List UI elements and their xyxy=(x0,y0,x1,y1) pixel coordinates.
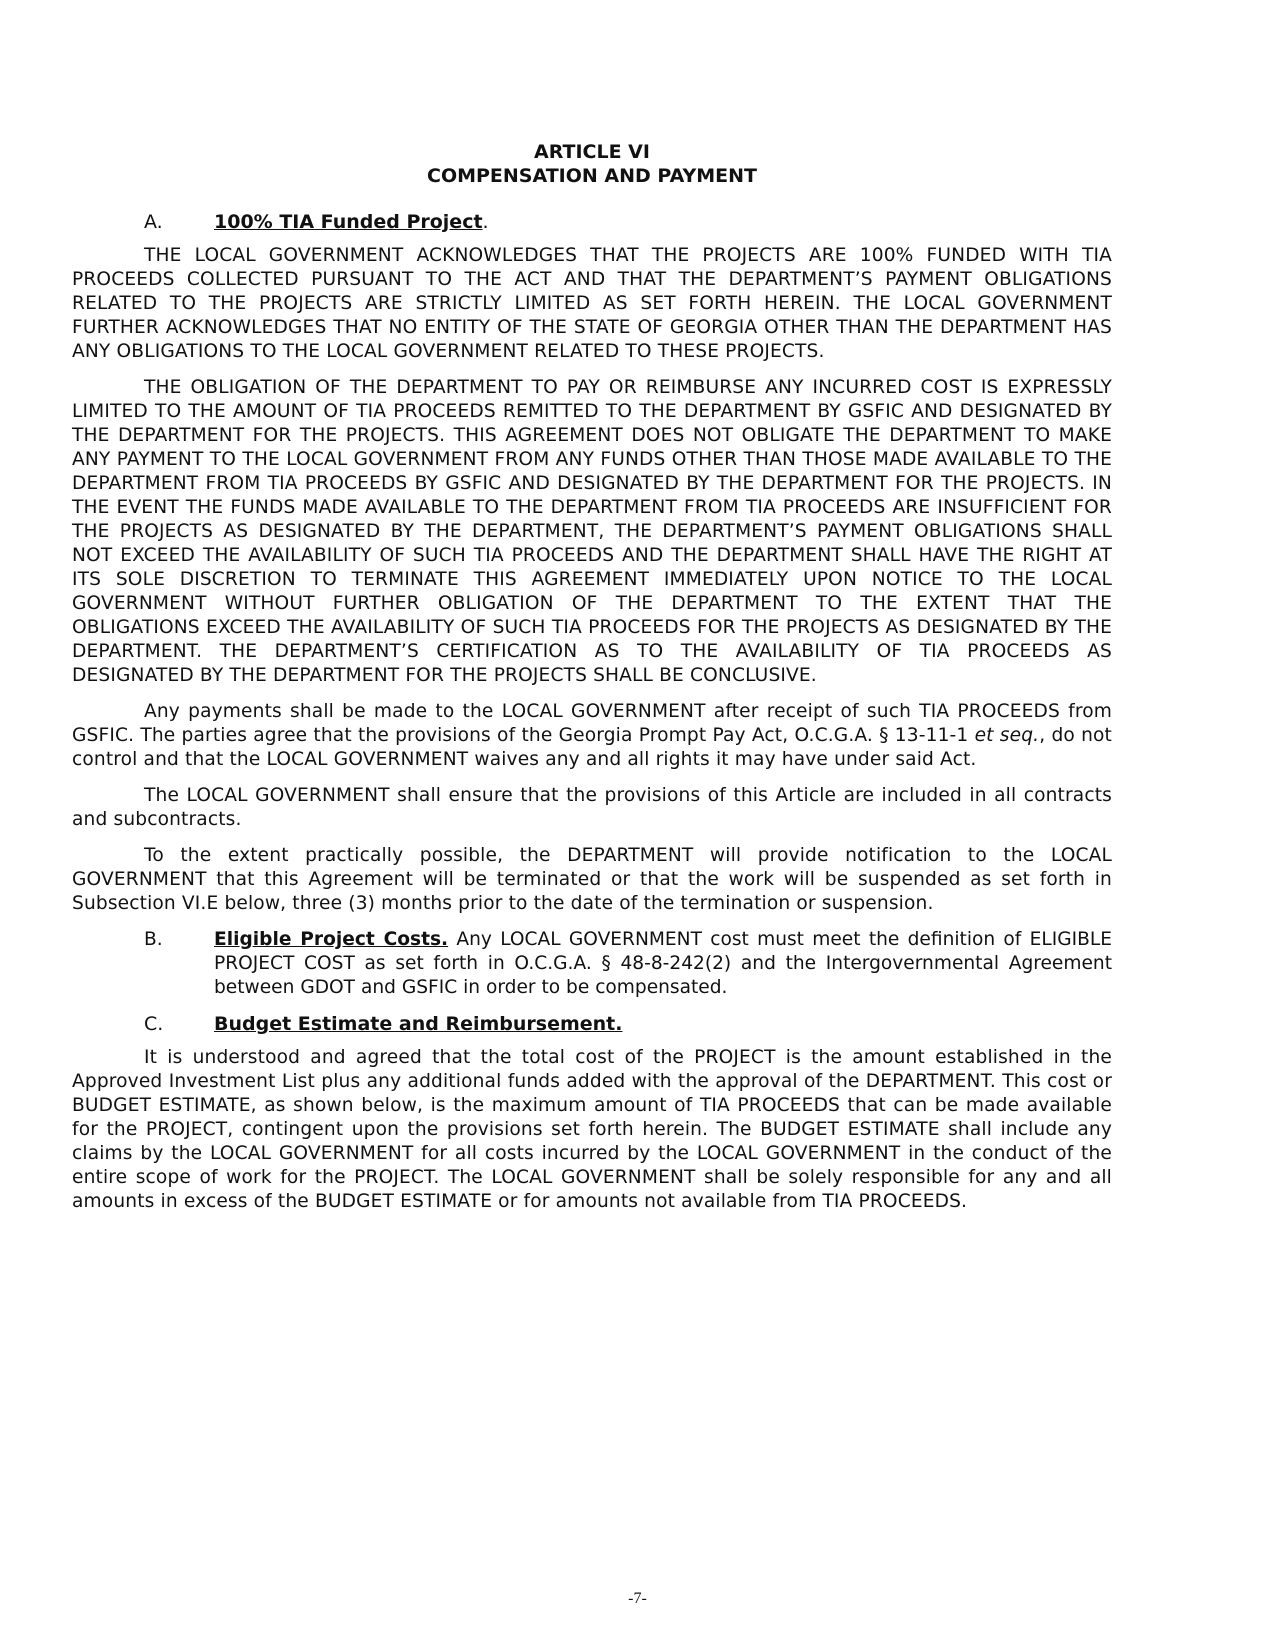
article-title: COMPENSATION AND PAYMENT xyxy=(427,165,757,187)
article-number: ARTICLE VI xyxy=(534,141,650,163)
section-a-title: 100% TIA Funded Project xyxy=(214,211,483,233)
section-a-title-period: . xyxy=(482,211,489,233)
section-a-payments-paragraph xyxy=(72,700,1112,772)
section-b-body xyxy=(214,928,1112,1000)
section-c-paragraph: It is understood and agreed that the total cost of the PROJECT is the amount established in the Approved Investment List plus any additional funds added with the approval of the DEPARTMENT. This cost or BUDGET ESTIMATE, as shown below, is the maximum amount of TIA PROCEEDS that can be made available for the PROJECT, contingent upon the provisions set forth herein. The BUDGET ESTIMATE shall include any claims by the LOCAL GOVERNMENT for all costs incurred by the LOCAL GOVERNMENT in the conduct of the entire scope of work for the PROJECT. The LOCAL GOVERNMENT shall be solely responsible for any and all amounts in excess of the BUDGET ESTIMATE or for amounts not available from TIA PROCEEDS. xyxy=(72,1047,1112,1212)
payments-italic-et-seq: et seq. xyxy=(974,725,1040,746)
document-page xyxy=(72,140,1112,1214)
section-a-letter: A. xyxy=(144,211,163,233)
section-c-letter: C. xyxy=(144,1013,164,1035)
section-c-title: Budget Estimate and Reimbursement. xyxy=(214,1013,623,1035)
section-b xyxy=(72,928,1112,1000)
section-b-letter: B. xyxy=(144,929,163,950)
page-number: -7- xyxy=(628,1590,647,1607)
section-a-heading xyxy=(72,210,1112,234)
section-b-text: Any LOCAL GOVERNMENT cost must meet the definition of ELIGIBLE PROJECT COST as set forth in O.C.G.A. § 48-8-242(2) and the Intergovernmental Agreement between GDOT and GSFIC in order to be compensated. xyxy=(214,929,1112,998)
section-c-heading xyxy=(72,1012,1112,1036)
section-a-paragraph-contracts: The LOCAL GOVERNMENT shall ensure that the provisions of this Article are included in all contracts and subcontracts. xyxy=(72,785,1112,830)
section-a-paragraph-2: THE OBLIGATION OF THE DEPARTMENT TO PAY OR REIMBURSE ANY INCURRED COST IS EXPRESSLY LIMITED TO THE AMOUNT OF TIA PROCEEDS REMITTED TO THE DEPARTMENT BY GSFIC AND DESIGNATED BY THE DEPARTMENT FOR THE PROJECTS. THIS AGREEMENT DOES NOT OBLIGATE THE DEPARTMENT TO MAKE ANY PAYMENT TO THE LOCAL GOVERNMENT FROM ANY FUNDS OTHER THAN THOSE MADE AVAILABLE TO THE DEPARTMENT FROM TIA PROCEEDS BY GSFIC AND DESIGNATED BY THE DEPARTMENT FOR THE PROJECTS. IN THE EVENT THE FUNDS MADE AVAILABLE TO THE DEPARTMENT FROM TIA PROCEEDS ARE INSUFFICIENT FOR THE PROJECTS AS DESIGNATED BY THE DEPARTMENT, THE DEPARTMENT’S PAYMENT OBLIGATIONS SHALL NOT EXCEED THE AVAILABILITY OF SUCH TIA PROCEEDS AND THE DEPARTMENT SHALL HAVE THE RIGHT AT ITS SOLE DISCRETION TO TERMINATE THIS AGREEMENT IMMEDIATELY UPON NOTICE TO THE LOCAL GOVERNMENT WITHOUT FURTHER OBLIGATION OF THE DEPARTMENT TO THE EXTENT THAT THE OBLIGATIONS EXCEED THE AVAILABILITY OF SUCH TIA PROCEEDS FOR THE PROJECTS AS DESIGNATED BY THE DEPARTMENT. THE DEPARTMENT’S CERTIFICATION AS TO THE AVAILABILITY OF TIA PROCEEDS AS DESIGNATED BY THE DEPARTMENT FOR THE PROJECTS SHALL BE CONCLUSIVE. xyxy=(72,377,1112,686)
section-b-title: Eligible Project Costs. xyxy=(214,929,449,950)
payments-text-1: Any payments shall be made to the LOCAL GOVERNMENT after receipt of such TIA PROCEEDS from GSFIC. The parties agree that the provisions of the Georgia Prompt Pay Act, O.C.G.A. § 13-11-1 xyxy=(72,701,1112,746)
section-a-paragraph-1: THE LOCAL GOVERNMENT ACKNOWLEDGES THAT THE PROJECTS ARE 100% FUNDED WITH TIA PROCEEDS COLLECTED PURSUANT TO THE ACT AND THAT THE DEPARTMENT’S PAYMENT OBLIGATIONS RELATED TO THE PROJECTS ARE STRICTLY LIMITED AS SET FORTH HEREIN. THE LOCAL GOVERNMENT FURTHER ACKNOWLEDGES THAT NO ENTITY OF THE STATE OF GEORGIA OTHER THAN THE DEPARTMENT HAS ANY OBLIGATIONS TO THE LOCAL GOVERNMENT RELATED TO THESE PROJECTS. xyxy=(72,245,1112,362)
section-a-paragraph-notification: To the extent practically possible, the DEPARTMENT will provide notification to the LOCAL GOVERNMENT that this Agreement will be terminated or that the work will be suspended as set forth in Subsection VI.E below, three (3) months prior to the date of the termination or suspension. xyxy=(72,845,1112,914)
payments-text-2: , do not control and that the LOCAL GOVERNMENT waives any and all rights it may have under said Act. xyxy=(72,725,1113,770)
